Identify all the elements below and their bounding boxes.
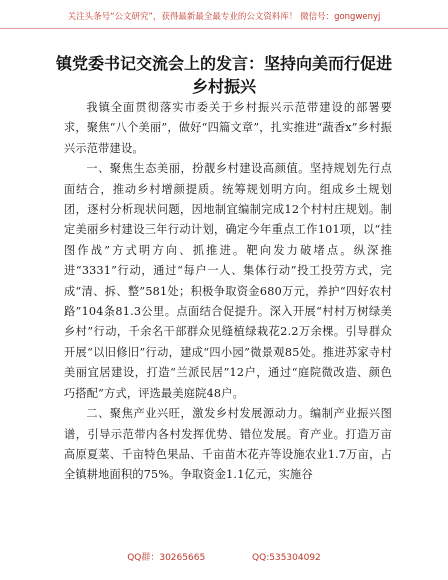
paragraph-ecology: 一、聚焦生态美丽，扮靓乡村建设高颜值。坚持规划先行点面结合，推动乡村增颜提质。统筹规划明方向。组成乡土规划团，逐村分析现状问题，因地制宜编制完成12个村村庄规划。制定美丽乡村建设三年行动计划，确定今年重点工作101项，以“挂图作战”方式明方向、抓推进。靶向发力破堵点。纵深推进“3331”行动，通过“每户一人、集体行动”投工投劳方式，完成“清、拆、整”581处；积极争取资金680万元，养护“四好农村路”104条81.3公里。点面结合促提升。深入开展“村村万树绿美乡村”行动，千余名干部群众见缝植绿栽花2.2万余棵。引导群众开展“以旧修旧”行动，建成“四小园”微景观85处。推进苏家寺村美丽宜居建设，打造“兰派民居”12户，通过“庭院微改造、颜色巧搭配”方式，评选最美庭院48户。 bbox=[64, 162, 392, 400]
document-body bbox=[64, 98, 392, 486]
document-title: 镇党委书记交流会上的发言：坚持向美而行促进乡村振兴 bbox=[56, 54, 393, 96]
footer-qq-group: QQ群：30265665 bbox=[127, 553, 206, 563]
header-notice: 关注头条号“公文研究”，获得最新最全最专业的公文资料库！ 微信号：gongwenyj bbox=[67, 12, 381, 22]
footer-qq: QQ:535304092 bbox=[252, 553, 321, 563]
paragraph-intro: 我镇全面贯彻落实市委关于乡村振兴示范带建设的部署要求，聚焦“八个美丽”，做好“四篇文章”，扎实推进“蔬香x”乡村振兴示范带建设。 bbox=[64, 101, 392, 155]
footer bbox=[0, 550, 448, 563]
paragraph-industry: 二、聚焦产业兴旺，激发乡村发展源动力。编制产业振兴图谱，引导示范带内各村发挥优势、错位发展。育产业。打造万亩高原夏菜、千亩特色果品、千亩苗木花卉等设施农业1.7万亩，占全镇耕地面积的75%。争取资金1.1亿元，实施谷 bbox=[64, 407, 392, 482]
